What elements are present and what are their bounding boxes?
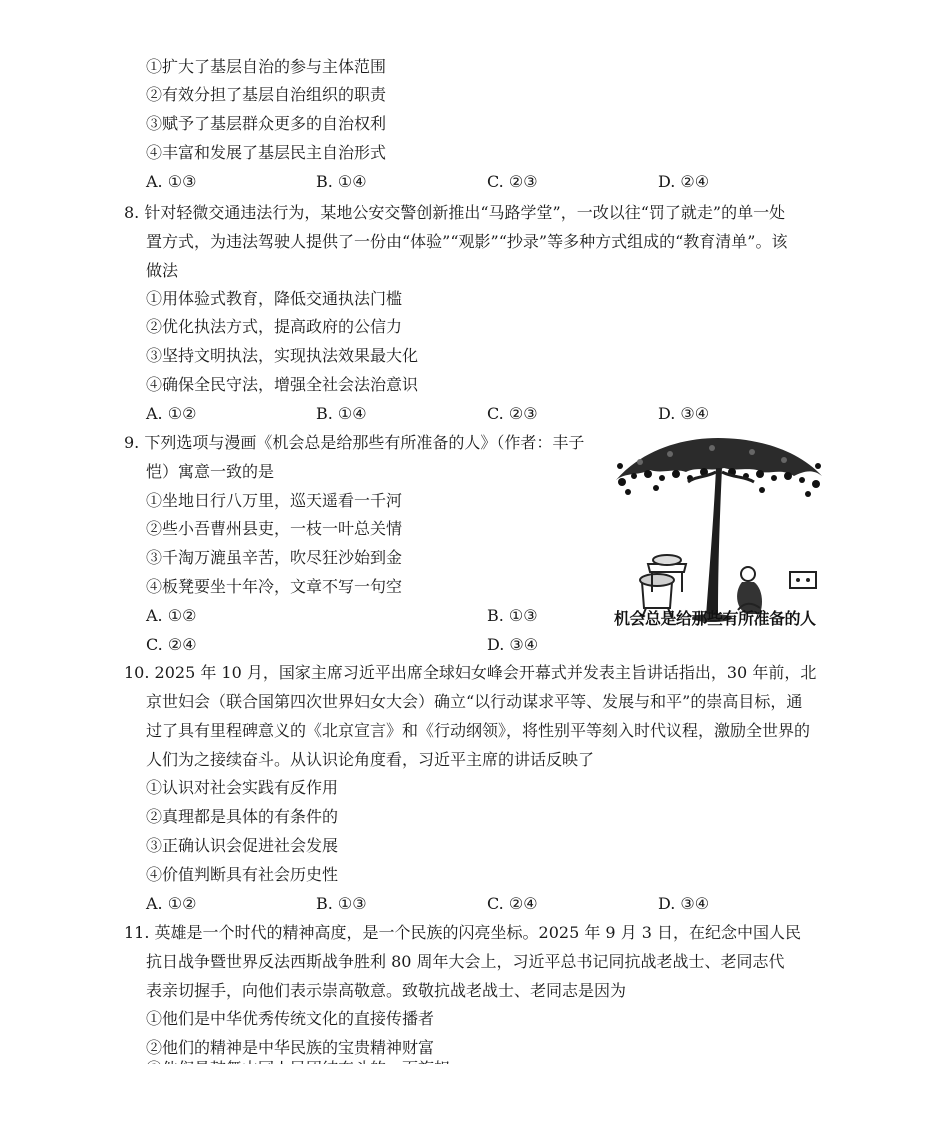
option-d: D. ③④ [487,635,539,654]
list-item: ④价值判断具有社会历史性 [146,865,339,884]
option-c: C. ②④ [487,894,538,913]
option-c: C. ②③ [487,172,538,191]
question-10-stem-cont: 京世妇会（联合国第四次世界妇女大会）确立“以行动谋求平等、发展与和平”的崇高目标，通 [146,692,803,711]
list-item: ②些小吾曹州县吏，一枝一叶总关情 [146,519,403,538]
list-item: ②优化执法方式，提高政府的公信力 [146,317,403,336]
question-9-stem-cont: 恺）寓意一致的是 [146,462,275,481]
option-b: B. ①③ [316,894,367,913]
question-11-stem-cont: 表亲切握手，向他们表示崇高敬意。致敬抗战老战士、老同志是因为 [146,981,627,1000]
option-a: A. ①② [146,404,197,423]
list-item: ②他们的精神是中华民族的宝贵精神财富 [146,1038,435,1057]
list-item: ④丰富和发展了基层民主自治形式 [146,143,387,162]
question-8-stem-cont: 做法 [146,261,179,280]
option-d: D. ②④ [658,172,710,191]
option-a: A. ①② [146,606,197,625]
page-cutoff [0,1064,950,1138]
list-item: ①认识对社会实践有反作用 [146,778,339,797]
list-item: ②有效分担了基层自治组织的职责 [146,85,387,104]
question-8-stem: 8. 针对轻微交通违法行为，某地公安交警创新推出“马路学堂”，一改以往“罚了就走”的单一处 [124,203,786,222]
option-b: B. ①④ [316,404,367,423]
comic-drawing [612,432,826,634]
option-c: C. ②③ [487,404,538,423]
option-b: B. ①④ [316,172,367,191]
list-item: ①扩大了基层自治的参与主体范围 [146,57,387,76]
list-item: ①坐地日行八万里，巡天遥看一千河 [146,491,403,510]
list-item: ①用体验式教育，降低交通执法门槛 [146,289,403,308]
list-item: ④板凳要坐十年冷，文章不写一句空 [146,577,403,596]
comic-caption: 机会总是给那些有所准备的人 [614,609,816,628]
option-c: C. ②④ [146,635,197,654]
question-9-stem: 9. 下列选项与漫画《机会总是给那些有所准备的人》（作者：丰子 [124,433,585,452]
list-item: ③正确认识会促进社会发展 [146,836,339,855]
option-d: D. ③④ [658,404,710,423]
option-a: A. ①③ [146,172,197,191]
list-item: ③千淘万漉虽辛苦，吹尽狂沙始到金 [146,548,403,567]
list-item: ②真理都是具体的有条件的 [146,807,339,826]
list-item: ①他们是中华优秀传统文化的直接传播者 [146,1009,435,1028]
question-10-stem-cont: 人们为之接续奋斗。从认识论角度看，习近平主席的讲话反映了 [146,750,595,769]
list-item: ③坚持文明执法，实现执法效果最大化 [146,346,419,365]
option-a: A. ①② [146,894,197,913]
question-8-stem-cont: 置方式，为违法驾驶人提供了一份由“体验”“观影”“抄录”等多种方式组成的“教育清单”。该 [146,232,788,251]
comic-illustration [612,432,826,634]
question-10-stem: 10. 2025 年 10 月，国家主席习近平出席全球妇女峰会开幕式并发表主旨讲话指出，30 年前，北 [124,663,817,682]
question-10-stem-cont: 过了具有里程碑意义的《北京宣言》和《行动纲领》，将性别平等刻入时代议程，激励全世界的 [146,721,811,740]
option-d: D. ③④ [658,894,710,913]
list-item: ③赋予了基层群众更多的自治权利 [146,114,387,133]
list-item: ④确保全民守法，增强全社会法治意识 [146,375,419,394]
option-b: B. ①③ [487,606,538,625]
question-11-stem-cont: 抗日战争暨世界反法西斯战争胜利 80 周年大会上，习近平总书记同抗战老战士、老同志代 [146,952,785,971]
question-11-stem: 11. 英雄是一个时代的精神高度，是一个民族的闪亮坐标。2025 年 9 月 3 日，在纪念中国人民 [124,923,802,942]
